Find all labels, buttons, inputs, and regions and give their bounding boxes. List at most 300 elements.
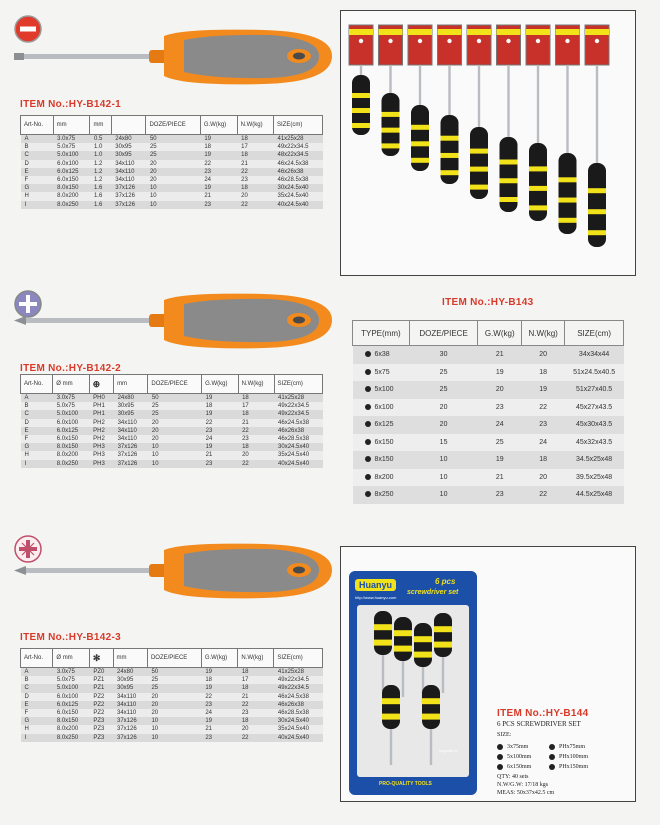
b143-screwdriver-display (341, 11, 635, 275)
table-cell: 48x22x34.5 (273, 151, 322, 159)
table-cell: 23 (478, 399, 522, 417)
table-cell: B (21, 143, 54, 151)
package-set-name: screwdriver set (407, 589, 459, 596)
table-cell: 23 (522, 416, 565, 434)
table-cell: E (21, 427, 53, 435)
table-cell: 1.2 (90, 160, 111, 168)
table-cell: PZ3 (89, 725, 113, 733)
table-cell: E (21, 701, 53, 709)
table-cell: 50 (146, 135, 200, 144)
phillips-bullet-icon (549, 754, 555, 760)
table-cell: 10 (146, 192, 200, 200)
table-row (353, 346, 624, 364)
col-blade-size: Ø mm (53, 375, 89, 394)
b142-1-title: ITEM No.:HY-B142-1 (20, 99, 121, 110)
table-cell: 20 (146, 160, 200, 168)
table-cell: 1.0 (90, 143, 111, 151)
b144-sizes: 3x75mm PHx75mm 5x100mm PHx100mm 6x150mm PHx150mm (497, 742, 588, 772)
table-cell: 22 (522, 486, 565, 504)
table-cell: PZ3 (89, 717, 113, 725)
pozidriv-tip-icon: ✻ (92, 652, 101, 663)
table-cell: PH2 (89, 419, 113, 427)
table-cell: 30x24.5x40 (274, 443, 322, 451)
col-gw: G.W(kg) (201, 649, 237, 668)
table-row (21, 168, 323, 176)
slotted-bullet-icon (497, 744, 503, 750)
table-cell: 34x110 (111, 176, 146, 184)
table-cell: PH1 (89, 410, 113, 418)
table-cell: 23 (201, 734, 237, 742)
table-cell: E (21, 168, 54, 176)
table-row (353, 416, 624, 434)
set-screwdriver (422, 685, 440, 765)
table-cell: 18 (238, 668, 274, 677)
table-cell: PH0 (89, 394, 113, 403)
table-cell: 5.0x75 (53, 402, 89, 410)
table-cell: 20 (409, 416, 478, 434)
table-cell: 46x28.5x38 (274, 435, 322, 443)
table-cell: PZ2 (89, 701, 113, 709)
table-cell: 37x126 (114, 451, 148, 459)
table-cell: 20 (147, 709, 201, 717)
table-cell: 49x22x34.5 (274, 684, 323, 692)
table-cell: 18 (522, 451, 565, 469)
table-cell: 21 (202, 451, 238, 459)
table-cell: 35x24.5x40 (274, 725, 323, 733)
table-cell: 49x22x34.5 (274, 676, 323, 684)
table-cell: F (21, 435, 53, 443)
table-cell: H (21, 192, 54, 200)
table-cell: 20 (522, 346, 565, 364)
package-brand: Huanyu (355, 579, 396, 591)
carded-screwdriver (467, 25, 491, 199)
table-cell: 34x110 (114, 435, 148, 443)
col-blade-size: Ø mm (53, 649, 90, 668)
table-cell: 51x27x40.5 (565, 381, 624, 399)
b144-size-label: SIZE: (497, 732, 512, 738)
col-doze-piece: DOZE/PIECE (147, 649, 201, 668)
table-row (21, 717, 323, 725)
table-cell: 8.0x150 (53, 443, 89, 451)
carded-screwdriver (408, 25, 432, 171)
table-cell: 30x95 (113, 684, 147, 692)
table-cell: 22 (201, 693, 237, 701)
table-cell: 18 (237, 135, 273, 144)
table-row (21, 151, 323, 159)
table-cell: 18 (200, 143, 237, 151)
table-cell: 30x95 (111, 151, 146, 159)
table-cell: 30x95 (114, 410, 148, 418)
table-cell: 46x28.5x38 (274, 709, 323, 717)
table-cell: 8.0x250 (53, 201, 90, 209)
b144-panel (340, 546, 636, 802)
table-row (21, 701, 323, 709)
col-tip-type (89, 649, 113, 668)
table-cell: PZ3 (89, 734, 113, 742)
table-cell: 1.6 (90, 201, 111, 209)
table-cell: 18 (201, 676, 237, 684)
table-cell: 34x110 (113, 693, 147, 701)
table-cell: 24x80 (111, 135, 146, 144)
table-cell: C (21, 684, 53, 692)
table-row (21, 135, 323, 144)
table-cell: 46x26x38 (274, 427, 322, 435)
table-cell: H (21, 451, 53, 459)
table-cell: PZ1 (89, 684, 113, 692)
table-cell: 41x25x28 (274, 394, 322, 403)
col-tip-size: mm (90, 116, 111, 135)
table-cell: 10 (409, 451, 478, 469)
table-cell: 40x24.5x40 (274, 460, 322, 468)
table-row (353, 381, 624, 399)
slotted-bullet-icon (497, 754, 503, 760)
table-cell: 18 (238, 717, 274, 725)
table-cell: PH3 (89, 460, 113, 468)
carded-screwdriver (497, 25, 521, 212)
table-cell: 21 (201, 725, 237, 733)
table-cell: D (21, 419, 53, 427)
table-row (21, 443, 323, 451)
table-cell: 10 (146, 184, 200, 192)
table-cell: 34x110 (111, 168, 146, 176)
package-quality: PRO-QUALITY TOOLS (379, 781, 432, 787)
b143-rows (353, 346, 624, 504)
table-cell: 46x24.5x38 (274, 419, 322, 427)
slotted-bullet-icon (365, 386, 371, 392)
table-cell: 19 (201, 668, 237, 677)
table-cell: 5x75 (353, 364, 410, 382)
table-cell: 19 (201, 717, 237, 725)
table-cell: 35x24.5x40 (273, 192, 322, 200)
b144-qty: QTY: 40 sets (497, 774, 529, 780)
table-cell: 41x25x28 (274, 668, 323, 677)
table-row (21, 668, 323, 677)
slotted-bullet-icon (365, 404, 371, 410)
table-cell: 24 (201, 709, 237, 717)
table-cell: 25 (478, 434, 522, 452)
b143-table (352, 320, 624, 504)
table-cell: 37x126 (114, 443, 148, 451)
table-cell: B (21, 402, 53, 410)
table-cell: 8x200 (353, 469, 410, 487)
b142-2-title: ITEM No.:HY-B142-2 (20, 363, 121, 374)
table-cell: 45x27x43.5 (565, 399, 624, 417)
table-cell: 10 (147, 734, 201, 742)
table-cell: 22 (200, 160, 237, 168)
table-cell: F (21, 709, 53, 717)
b142-1-table (20, 115, 323, 209)
b142-1-rows (21, 135, 323, 209)
table-cell: 46x24.5x38 (273, 160, 322, 168)
table-cell: 23 (202, 460, 238, 468)
table-cell: 23 (478, 486, 522, 504)
table-cell: 34.5x25x48 (565, 451, 624, 469)
table-cell: 22 (237, 168, 273, 176)
table-cell: 1.6 (90, 192, 111, 200)
carded-screwdriver (349, 25, 373, 135)
table-cell: 6x38 (353, 346, 410, 364)
table-cell: 46x28.5x38 (273, 176, 322, 184)
table-cell: 34x34x44 (565, 346, 624, 364)
table-cell: I (21, 460, 53, 468)
b144-package (349, 571, 477, 795)
phillips-tip-icon: ⊕ (92, 378, 101, 389)
table-cell: 22 (238, 460, 274, 468)
table-cell: 8.0x200 (53, 192, 90, 200)
table-cell: 18 (202, 402, 238, 410)
col-size: SIZE(cm) (274, 649, 323, 668)
slotted-bullet-icon (365, 351, 371, 357)
col-nw: N.W(kg) (522, 321, 565, 346)
table-cell: 1.6 (90, 184, 111, 192)
set-screwdriver (382, 685, 400, 765)
table-row (21, 460, 323, 468)
table-row (21, 676, 323, 684)
table-cell: 24x80 (114, 394, 148, 403)
table-row (353, 486, 624, 504)
col-blade-size: mm (53, 116, 90, 135)
table-cell: 23 (200, 168, 237, 176)
table-row (21, 419, 323, 427)
table-cell: F (21, 176, 54, 184)
col-handle-size (111, 116, 146, 135)
table-cell: 46x24.5x38 (274, 693, 323, 701)
table-row (21, 176, 323, 184)
table-row (21, 410, 323, 418)
table-cell: 19 (200, 151, 237, 159)
table-cell: 10 (146, 201, 200, 209)
carded-screwdriver (379, 25, 403, 156)
table-cell: 50 (147, 668, 201, 677)
table-cell: 34x110 (111, 160, 146, 168)
col-art-no: Art-No. (21, 116, 54, 135)
table-cell: A (21, 135, 54, 144)
table-cell: 10 (409, 469, 478, 487)
carded-screwdriver (585, 25, 609, 247)
table-cell: 6x100 (353, 399, 410, 417)
table-row (353, 399, 624, 417)
table-cell: 8.0x200 (53, 451, 89, 459)
table-row (21, 394, 323, 403)
table-cell: 19 (201, 684, 237, 692)
table-cell: 37x126 (111, 192, 146, 200)
table-cell: PH1 (89, 402, 113, 410)
table-cell: 5.0x100 (53, 410, 89, 418)
table-cell: G (21, 717, 53, 725)
table-cell: 50 (148, 394, 202, 403)
table-cell: 23 (202, 427, 238, 435)
table-cell: 20 (409, 399, 478, 417)
table-cell: 23 (200, 201, 237, 209)
table-row (21, 192, 323, 200)
table-cell: 8.0x250 (53, 460, 89, 468)
table-cell: 41x25x28 (273, 135, 322, 144)
b142-3-rows (21, 668, 323, 742)
b143-photo-panel (340, 10, 636, 276)
table-cell: D (21, 160, 54, 168)
col-art-no: Art-No. (21, 375, 53, 394)
b142-3-table (20, 648, 323, 742)
table-cell: 51x24.5x40.5 (565, 364, 624, 382)
table-cell: 45x32x43.5 (565, 434, 624, 452)
table-cell: 20 (148, 435, 202, 443)
table-cell: 20 (146, 168, 200, 176)
slotted-screwdriver-image (14, 26, 334, 101)
table-cell: 10 (147, 717, 201, 725)
table-cell: 45x30x43.5 (565, 416, 624, 434)
phillips-bullet-icon (549, 764, 555, 770)
table-cell: B (21, 676, 53, 684)
table-cell: 22 (238, 734, 274, 742)
b144-meas: MEAS: 50x37x42.5 cm (497, 790, 555, 796)
table-cell: 37x126 (114, 460, 148, 468)
col-nw: N.W(kg) (238, 649, 274, 668)
table-row (21, 427, 323, 435)
pozidriv-screwdriver-image (14, 540, 334, 615)
table-cell: 6.0x100 (53, 419, 89, 427)
table-cell: 21 (238, 693, 274, 701)
table-cell: 49x22x34.5 (273, 143, 322, 151)
table-row (21, 184, 323, 192)
table-cell: 0.5 (90, 135, 111, 144)
table-cell: 19 (200, 135, 237, 144)
table-cell: 21 (478, 469, 522, 487)
table-cell: 34x110 (114, 419, 148, 427)
table-cell: 5.0x100 (53, 684, 90, 692)
table-cell: 37x126 (111, 201, 146, 209)
table-cell: 6.0x150 (53, 176, 90, 184)
table-row (21, 201, 323, 209)
table-cell: 46x26x38 (274, 701, 323, 709)
table-cell: 18 (237, 184, 273, 192)
table-cell: 49x22x34.5 (274, 410, 322, 418)
table-cell: 19 (478, 364, 522, 382)
table-cell: 18 (238, 410, 274, 418)
package-magnetic-label: Magnetic tip (439, 749, 458, 753)
table-cell: 22 (522, 399, 565, 417)
table-cell: G (21, 443, 53, 451)
table-cell: 8.0x150 (53, 184, 90, 192)
table-cell: 19 (200, 184, 237, 192)
set-screwdriver (394, 617, 412, 697)
table-cell: 8x250 (353, 486, 410, 504)
table-cell: 35x24.5x40 (274, 451, 322, 459)
col-type: TYPE(mm) (353, 321, 410, 346)
table-cell: 49x22x34.5 (274, 402, 322, 410)
table-cell: 20 (148, 427, 202, 435)
table-row (353, 469, 624, 487)
table-cell: 23 (201, 701, 237, 709)
table-cell: 24x80 (113, 668, 147, 677)
table-cell: 30x24.5x40 (273, 184, 322, 192)
table-cell: 25 (148, 402, 202, 410)
table-cell: 37x126 (113, 725, 147, 733)
slotted-bullet-icon (365, 369, 371, 375)
table-cell: 8x150 (353, 451, 410, 469)
table-cell: 34x110 (113, 701, 147, 709)
table-cell: 17 (238, 676, 274, 684)
table-cell: 3.0x75 (53, 135, 90, 144)
col-doze-piece: DOZE/PIECE (148, 375, 202, 394)
table-cell: A (21, 394, 53, 403)
table-cell: 18 (237, 151, 273, 159)
table-cell: 25 (409, 381, 478, 399)
table-cell: 20 (148, 419, 202, 427)
table-cell: 30x95 (113, 676, 147, 684)
table-cell: 25 (409, 364, 478, 382)
table-cell: 10 (409, 486, 478, 504)
table-cell: 23 (238, 435, 274, 443)
table-cell: 22 (202, 419, 238, 427)
col-handle-size: mm (113, 649, 147, 668)
table-cell: PZ2 (89, 693, 113, 701)
b143-title: ITEM No.:HY-B143 (442, 297, 534, 308)
col-size: SIZE(cm) (565, 321, 624, 346)
table-row (21, 143, 323, 151)
col-doze-piece: DOZE/PIECE (409, 321, 478, 346)
table-cell: C (21, 410, 53, 418)
table-cell: 5.0x100 (53, 151, 90, 159)
table-cell: 25 (148, 410, 202, 418)
table-cell: 6x125 (353, 416, 410, 434)
table-cell: 24 (200, 176, 237, 184)
slotted-bullet-icon (365, 421, 371, 427)
table-cell: I (21, 734, 53, 742)
col-handle-size: mm (114, 375, 148, 394)
table-cell: 40x24.5x40 (273, 201, 322, 209)
table-cell: PH2 (89, 427, 113, 435)
table-cell: 20 (522, 469, 565, 487)
table-cell: PZ1 (89, 676, 113, 684)
table-cell: G (21, 184, 54, 192)
table-cell: 25 (146, 151, 200, 159)
slotted-bullet-icon (497, 764, 503, 770)
table-cell: 37x126 (111, 184, 146, 192)
col-nw: N.W(kg) (237, 116, 273, 135)
table-cell: 19 (522, 381, 565, 399)
table-cell: PZ2 (89, 709, 113, 717)
table-cell: 6.0x150 (53, 435, 89, 443)
table-cell: 30x24.5x40 (274, 717, 323, 725)
table-cell: 1.2 (90, 168, 111, 176)
table-cell: 23 (238, 709, 274, 717)
table-cell: 8.0x250 (53, 734, 90, 742)
table-row (21, 160, 323, 168)
table-cell: 20 (238, 725, 274, 733)
table-row (21, 684, 323, 692)
carded-screwdriver (526, 25, 550, 221)
package-pcs: 6 pcs (435, 577, 456, 586)
table-cell: 30x95 (111, 143, 146, 151)
table-cell: 25 (147, 676, 201, 684)
table-cell: 6.0x125 (53, 427, 89, 435)
table-row (21, 451, 323, 459)
table-cell: 10 (147, 725, 201, 733)
table-row (353, 364, 624, 382)
table-cell: 22 (237, 201, 273, 209)
phillips-bullet-icon (549, 744, 555, 750)
slotted-bullet-icon (365, 456, 371, 462)
table-cell: 3.0x75 (53, 668, 90, 677)
b142-2-table (20, 374, 323, 468)
table-cell: 34x110 (114, 427, 148, 435)
table-cell: 30x95 (114, 402, 148, 410)
table-cell: 6.0x125 (53, 168, 90, 176)
table-cell: 25 (146, 143, 200, 151)
table-row (21, 402, 323, 410)
table-cell: 37x126 (113, 734, 147, 742)
table-cell: 40x24.5x40 (274, 734, 323, 742)
